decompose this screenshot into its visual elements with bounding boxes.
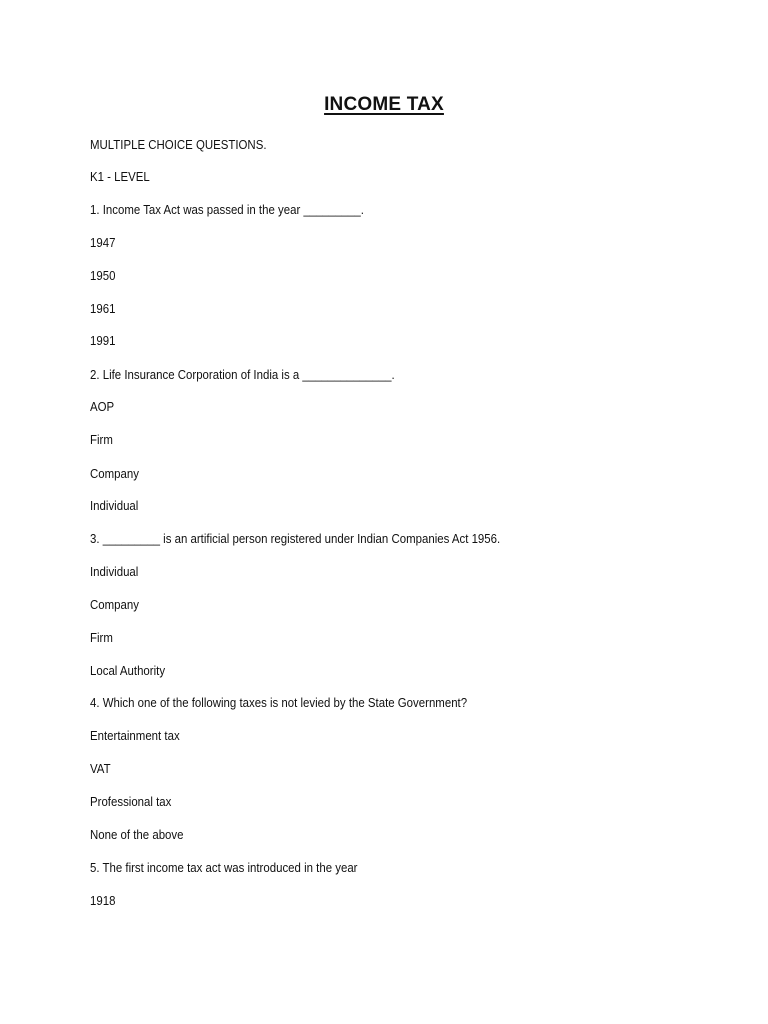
question-4-option-1: Entertainment tax (90, 728, 180, 743)
question-4-text: 4. Which one of the following taxes is not levied by the State Government? (90, 695, 468, 710)
question-3-option-2: Company (90, 597, 139, 612)
question-2-option-1: AOP (90, 399, 115, 414)
question-1-option-2: 1950 (90, 268, 116, 283)
question-3-option-1: Individual (90, 564, 139, 579)
question-2-option-4: Individual (90, 498, 139, 513)
question-1-option-1: 1947 (90, 235, 116, 250)
question-1-text: 1. Income Tax Act was passed in the year _________. (90, 202, 364, 217)
question-3-option-4: Local Authority (90, 663, 166, 678)
document-title: INCOME TAX (324, 94, 444, 115)
question-5-option-1: 1918 (90, 893, 116, 908)
question-3-text: 3. _________ is an artificial person registered under Indian Companies Act 1956. (90, 531, 501, 546)
question-2-option-3: Company (90, 466, 139, 481)
question-1-option-3: 1961 (90, 301, 116, 316)
question-2-text: 2. Life Insurance Corporation of India is a ______________. (90, 367, 395, 382)
question-5-text: 5. The first income tax act was introduced in the year (90, 860, 358, 875)
level-heading: K1 - LEVEL (90, 169, 150, 184)
question-3-option-3: Firm (90, 630, 113, 645)
question-1-option-4: 1991 (90, 333, 116, 348)
question-4-option-4: None of the above (90, 827, 184, 842)
question-4-option-3: Professional tax (90, 794, 172, 809)
section-heading: MULTIPLE CHOICE QUESTIONS. (90, 137, 267, 152)
question-4-option-2: VAT (90, 761, 111, 776)
question-2-option-2: Firm (90, 432, 113, 447)
